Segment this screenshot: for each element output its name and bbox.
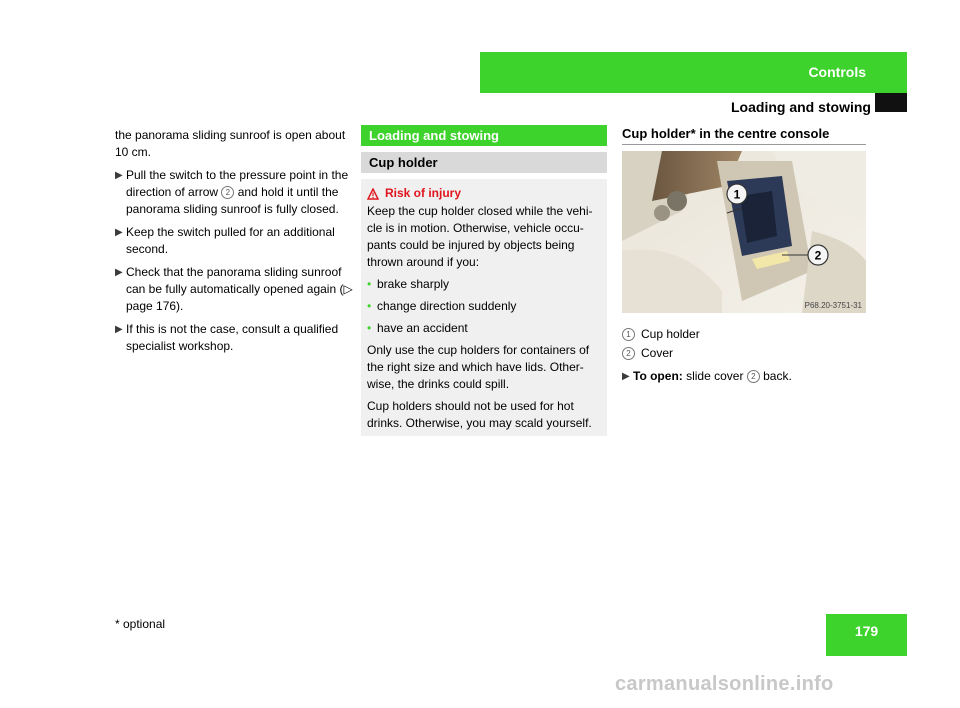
callout-1: 1 xyxy=(733,187,741,202)
bullet-text: have an accident xyxy=(377,321,468,335)
step-text-before: slide cover xyxy=(682,369,747,383)
legend-number: 1 xyxy=(622,328,635,341)
step-text: Keep the switch pulled for an additional second. xyxy=(126,225,335,256)
warning-title: Risk of injury xyxy=(385,186,462,200)
legend xyxy=(622,326,866,362)
step-text-before: Pull the switch to the pressure point in the direction of arrow xyxy=(126,168,349,199)
callout-2: 2 xyxy=(814,248,822,263)
warning-paragraph: Only use the cup holders for containers of the right size and which have lids. Other-wise, the drinks could spill. xyxy=(367,343,590,391)
triangle-right-icon: ▶ xyxy=(115,267,123,278)
step-label: To open: xyxy=(633,369,683,383)
callout-ref: 2 xyxy=(747,370,760,383)
section-title: Controls xyxy=(808,64,866,80)
right-column xyxy=(622,125,866,385)
step-text-after: back. xyxy=(759,369,792,383)
legend-item xyxy=(622,345,866,362)
warning-triangle-icon xyxy=(367,188,379,200)
watermark: carmanualsonline.info xyxy=(615,673,834,695)
legend-item xyxy=(622,326,866,343)
step-item xyxy=(115,321,353,355)
bullet-dot-icon: • xyxy=(367,299,372,313)
subsection-bar: Cup holder xyxy=(361,152,607,173)
image-code: P68.20-3751-31 xyxy=(804,301,862,310)
triangle-right-icon: ▶ xyxy=(115,170,123,181)
header-marker xyxy=(875,93,907,112)
triangle-right-icon: ▶ xyxy=(622,371,630,382)
step-text-after: and hold it until the panorama sliding sunroof is fully closed. xyxy=(126,185,339,216)
bullet-dot-icon: • xyxy=(367,321,372,335)
warning-heading xyxy=(367,185,601,202)
cup-holder-heading: Cup holder* in the centre console xyxy=(622,125,866,145)
step-item xyxy=(115,264,353,315)
warning-box xyxy=(361,179,607,436)
callout-ref: 2 xyxy=(221,186,234,199)
section-bar: Loading and stowing xyxy=(361,125,607,146)
bullet-dot-icon: • xyxy=(367,277,372,291)
triangle-right-icon: ▶ xyxy=(115,227,123,238)
section-tab xyxy=(480,52,907,93)
legend-number: 2 xyxy=(622,347,635,360)
step-item xyxy=(622,368,866,385)
footnote: * optional xyxy=(115,617,166,631)
list-item xyxy=(367,298,601,315)
page-number: 179 xyxy=(826,614,907,656)
triangle-right-icon: ▶ xyxy=(115,324,123,335)
warning-intro: Keep the cup holder closed while the vehi-cle is in motion. Otherwise, vehicle occu-pants could be injured by objects being thrown around if you: xyxy=(367,204,593,269)
step-item xyxy=(115,167,353,218)
legend-label: Cup holder xyxy=(641,327,700,341)
bullet-text: brake sharply xyxy=(377,277,450,291)
step-item xyxy=(115,224,353,258)
legend-label: Cover xyxy=(641,346,674,360)
list-item xyxy=(367,276,601,293)
subsection-title: Loading and stowing xyxy=(731,99,871,115)
left-column xyxy=(115,127,353,361)
step-text: Check that the panorama sliding sunroof can be fully automatically opened again (▷ page 176). xyxy=(126,265,353,313)
middle-column xyxy=(361,125,607,436)
intro-text: the panorama sliding sunroof is open about 10 cm. xyxy=(115,128,346,159)
bullet-text: change direction suddenly xyxy=(377,299,517,313)
cup-holder-photo xyxy=(622,151,866,313)
warning-paragraph: Cup holders should not be used for hot drinks. Otherwise, you may scald yourself. xyxy=(367,399,592,430)
list-item xyxy=(367,320,601,337)
step-text: If this is not the case, consult a qualified specialist workshop. xyxy=(126,322,339,353)
